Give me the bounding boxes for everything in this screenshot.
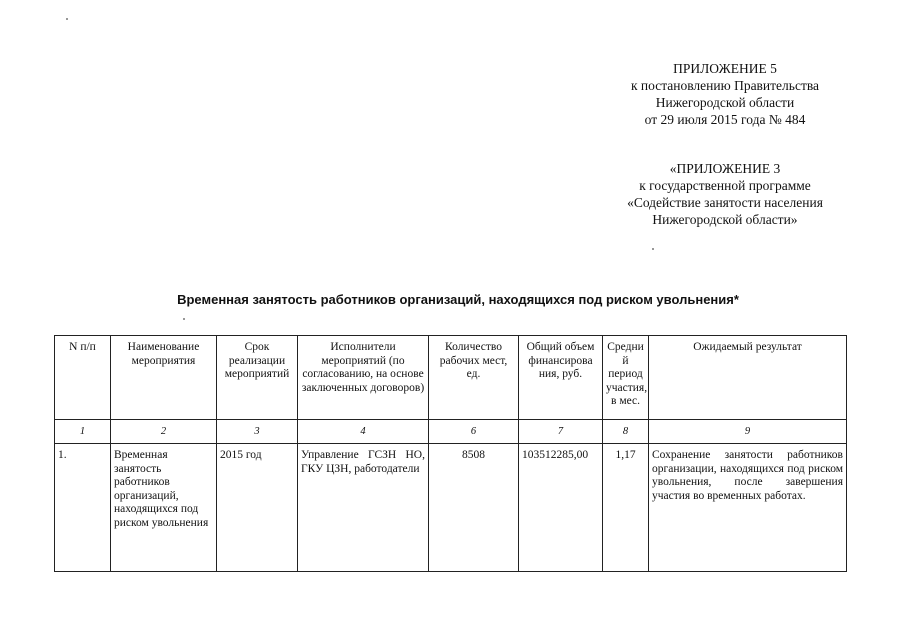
- appendix-3-heading: «ПРИЛОЖЕНИЕ 3: [669, 161, 781, 176]
- column-header: N п/п: [55, 336, 111, 420]
- jobs-count-cell: 8508: [429, 444, 519, 572]
- expected-result-cell: Сохранение занятости работников организации, находящихся под риском увольнения, после завершения участия во временных работах.: [649, 444, 847, 572]
- column-number: 8: [603, 420, 649, 444]
- appendix-5-date-line: от 29 июля 2015 года № 484: [644, 112, 806, 127]
- column-header: Количество рабочих мест, ед.: [429, 336, 519, 420]
- appendix-5-block: [600, 60, 850, 128]
- table-row: [55, 444, 847, 572]
- column-header: Средни й период участия, в мес.: [603, 336, 649, 420]
- column-header: Наименование мероприятия: [111, 336, 217, 420]
- column-number: 7: [519, 420, 603, 444]
- column-number-row: [55, 420, 847, 444]
- column-header: Исполнители мероприятий (по согласованию, на основе заключенных договоров): [298, 336, 429, 420]
- column-number: 9: [649, 420, 847, 444]
- scan-speck: [652, 248, 654, 250]
- column-number: 2: [111, 420, 217, 444]
- column-header: Срок реализации мероприятий: [217, 336, 298, 420]
- column-number: 6: [429, 420, 519, 444]
- table-header-row: [55, 336, 847, 420]
- column-number: 4: [298, 420, 429, 444]
- appendix-5-line: Нижегородской области: [655, 95, 795, 110]
- scan-speck: [66, 18, 68, 20]
- period-cell: 2015 год: [217, 444, 298, 572]
- column-header: Общий объем финансирова ния, руб.: [519, 336, 603, 420]
- column-header: Ожидаемый результат: [649, 336, 847, 420]
- funding-cell: 103512285,00: [519, 444, 603, 572]
- average-period-cell: 1,17: [603, 444, 649, 572]
- measures-table: [54, 335, 847, 572]
- appendix-5-line: к постановлению Правительства: [630, 78, 820, 93]
- appendix-3-line: «Содействие занятости населения: [627, 195, 823, 210]
- appendix-3-block: [600, 160, 850, 228]
- measure-name-cell: Временная занятость работников организаций, находящихся под риском увольнения: [111, 444, 217, 572]
- column-number: 3: [217, 420, 298, 444]
- column-number: 1: [55, 420, 111, 444]
- document-title: Временная занятость работников организаций, находящихся под риском увольнения*: [177, 292, 739, 307]
- appendix-5-heading: ПРИЛОЖЕНИЕ 5: [673, 61, 777, 76]
- appendix-3-line: Нижегородской области»: [652, 212, 798, 227]
- appendix-3-line: к государственной программе: [639, 178, 811, 193]
- executors-cell: Управление ГСЗН НО, ГКУ ЦЗН, работодатели: [298, 444, 429, 572]
- scan-speck: [183, 318, 185, 320]
- row-number-cell: 1.: [55, 444, 111, 572]
